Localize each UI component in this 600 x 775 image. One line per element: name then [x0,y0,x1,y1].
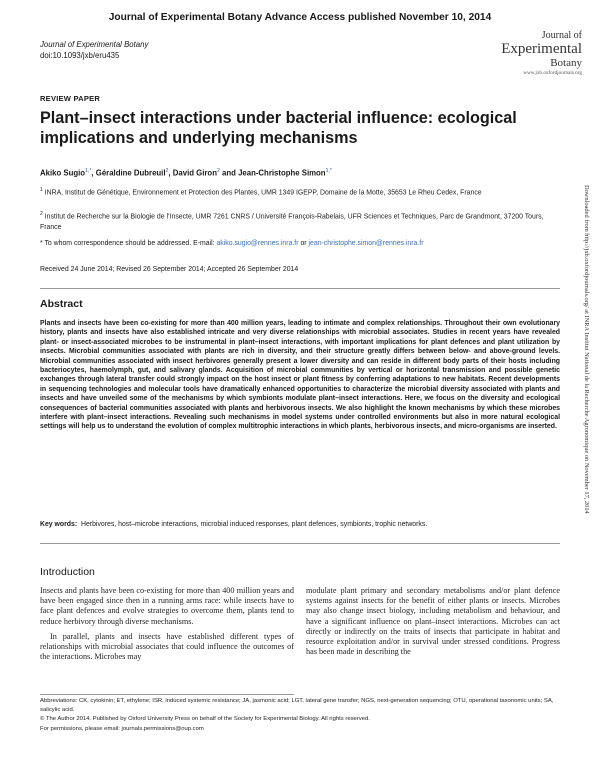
paragraph: In parallel, plants and insects have established different types of relationships with microbial associates that could influence the outcomes of the interactions. Microbes may [40,631,294,662]
permissions: For permissions, please email: journals.permissions@oup.com [40,725,204,732]
affiliation-text: Institut de Recherche sur la Biologie de l’Insecte, UMR 7261 CNRS / Université François-Rabelais, UFR Sciences et Techniques, Parc de Grandmont, 37200 Tours, France [40,213,544,231]
doi[interactable]: doi:10.1093/jxb/eru435 [40,51,120,60]
logo-url[interactable]: www.jxb.oxfordjournals.org [523,70,582,76]
copyright: © The Author 2014. Published by Oxford University Press on behalf of the Society for Experimental Biology. All rights reserved. [40,716,370,723]
column-left [40,586,294,662]
logo-line-2: Experimental [501,41,582,57]
affiliation-text: INRA, Institut de Génétique, Environnement et Protection des Plantes, UMR 1349 IGEPP, Domaine de la Motte, 35653 Le Rheu Cedex, France [44,189,482,197]
divider [40,288,560,289]
article-title: Plant–insect interactions under bacterial influence: ecological implications and underlying mechanisms [40,109,517,147]
affiliation [40,209,560,233]
author-affil-marker[interactable]: 2 [165,168,169,174]
affiliation-number: 2 [40,211,43,217]
correspondence-joiner: or [298,240,309,247]
section-tag: REVIEW PAPER [40,94,101,103]
logo-line-3: Botany [550,57,582,69]
journal-logo [472,30,582,77]
author-name: Géraldine Dubreuil [95,168,166,178]
correspondence [40,240,560,247]
email-link[interactable]: akiko.sugio@rennes.inra.fr [216,240,299,247]
keywords [40,520,560,529]
author-list [40,168,560,178]
keywords-text: Herbivores, host–microbe interactions, microbial induced responses, plant defences, symbionts, trophic networks. [81,521,428,528]
divider [40,543,560,544]
paragraph: Insects and plants have been co-existing for more than 400 million years and have been engaged since then in a running arms race: while insects have to face plant defences and evolve strategies to overcome them, plants tend to reduce herbivory through diverse mechanisms. [40,586,294,626]
abstract-heading: Abstract [40,298,83,310]
article-dates: Received 24 June 2014; Revised 26 September 2014; Accepted 26 September 2014 [40,266,299,273]
email-link[interactable]: jean-christophe.simon@rennes.inra.fr [308,240,424,247]
author-separator: , [91,168,96,178]
download-note [580,185,594,605]
paragraph: modulate plant primary and secondary metabolisms and/or plant defence systems against insects for the benefit of either plants or insects. Microbes may also change insect biology, including metabolism and behaviour, and have a significant influence on plant–insect interactions. Microbes can act directly or indirectly on the traits of insects that participate in habitat and resource exploitation and/or in survival under stressed conditions. Progress has been made in describing the [306,586,560,657]
keywords-label: Key words: [40,521,78,528]
download-note-text[interactable]: Downloaded from http://jxb.oxfordjournals.org/ at INRA Institut National de la Recherche Agronomique on November 17, 2014 [583,185,590,514]
journal-name: Journal of Experimental Botany [40,40,149,49]
author-name: Jean-Christophe Simon [238,168,326,178]
author-affil-marker[interactable]: 1,* [325,168,332,174]
logo-line-1: Journal of [541,30,582,41]
correspondence-prefix: * To whom correspondence should be addressed. E-mail: [40,240,217,247]
introduction-heading: Introduction [40,566,95,578]
abstract-text: Plants and insects have been co-existing for more than 400 million years, leading to intimate and complex relationships. Throughout their own evolutionary history, plants and insects have also established intricate and very diverse relationships with microbial associates. Studies in recent years have revealed plant- or insect-associated microbes to be instrumental in plant–insect interactions, with important implications for plant defences and plant utilization by insects. Microbial communities associated with plants are rich in diversity, and their structure greatly differs between below- and above-ground levels. Microbial communities associated with insect herbivores generally present a lower diversity and can reside in different body parts of their hosts including bacteriocytes, haemolymph, gut, and salivary glands. Acquisition of microbial communities by vertical or horizontal transmission and possible genetic exchanges through lateral transfer could strongly impact on the host insect or plant fitness by conferring adaptations to new habitats. Recent developments in sequencing technologies and molecular tools have dramatically enhanced opportunities to characterize the microbial diversity associated with plants and insects and have unveiled some of the mechanisms by which symbionts modulate plant–insect interactions. Here, we focus on the diversity and ecological consequences of bacterial communities associated with plants and herbivorous insects. We also highlight the known mechanisms by which these microbes interfere with plant–insect interactions. Revealing such mechanisms in model systems under controlled environments but also in more natural ecological settings will help us to understand the evolution of complex multitrophic interactions in which plants, herbivorous insects, and micro-organisms are inserted. [40,320,560,431]
affiliation-number: 1 [40,187,43,193]
abbreviations: Abbreviations: CK, cytokinin; ET, ethylene; ISR, induced systemic resistance; JA, jasmonic acid; LGT, lateral gene transfer; NGS, next-generation sequencing; OTU, operational taxonomic units; SA, salicylic acid. [40,698,554,714]
author-separator: , [168,168,173,178]
author-separator: and [219,168,239,178]
author-affil-marker[interactable]: 1,* [85,168,92,174]
affiliation [40,185,560,199]
author-name: David Giron [172,168,217,178]
footnote-divider [40,694,294,695]
footnotes [40,697,560,734]
column-right [306,586,560,657]
author-affil-marker[interactable]: 2 [216,168,220,174]
journal-banner: Journal of Experimental Botany Advance Access published November 10, 2014 [108,12,492,23]
author-name: Akiko Sugio [40,168,86,178]
